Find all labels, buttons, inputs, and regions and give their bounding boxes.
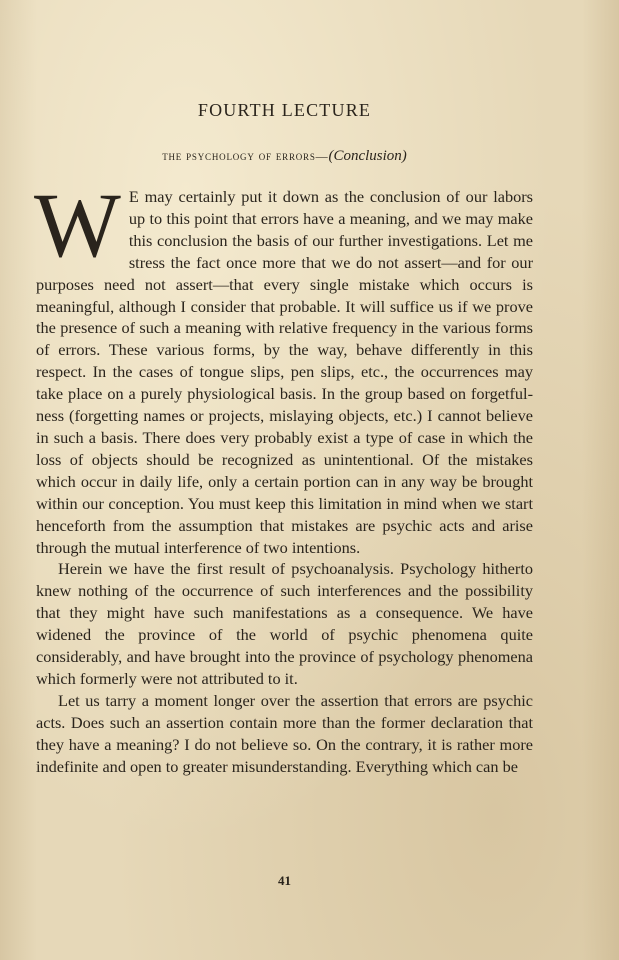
paragraph-3: Let us tarry a moment longer over the assertion that errors are psychic acts. Does such an assertion contain more than the former declaration that they have a meaning? I do not believe so. On the contrary, it is rather more indefinite and open to greater misunderstanding. Everything which can be <box>36 690 533 776</box>
paragraph-2: Herein we have the first result of psychoanalysis. Psychology hitherto knew nothing of the occurrence of such interferences and the possibility that they might have such manifestations as a consequence. We have widened the province of the world of psychic phenomena quite considerably, and have brought into the province of psychology phenomena which formerly were not attributed to it. <box>36 559 533 688</box>
book-page <box>36 0 533 960</box>
chapter-subtitle <box>36 148 533 165</box>
paragraph-1 <box>34 174 534 558</box>
body-text <box>34 174 534 777</box>
drop-cap: W <box>34 174 121 276</box>
first-word-rest: E <box>128 187 139 206</box>
lecture-title: FOURTH LECTURE <box>197 100 372 120</box>
subtitle-dash: — <box>315 149 329 163</box>
subtitle-caps: the psychology of errors <box>162 148 316 163</box>
paragraph-1-text: may certainly put it down as the conclusion of our labors up to this point that errors have a meaning, and we may make this conclusion the basis of our further investigations. Let me stress the fact once more that we do not assert—and for our purposes need not assert—that every single mistake which occurs is meaningful, although I consider that probable. It will suffice us if we prove the presence of such a meaning with relative frequency in the various forms of errors. These various forms, by the way, behave differently in this respect. In the cases of tongue slips, pen slips, etc., the occurrences may take place on a purely physiological basis. In the group based on forgetfulness (forgetting names or projects, mislaying objects, etc.) I cannot believe in such a basis. There does very probably exist a type of case in which the loss of objects should be recognized as unintentional. Of the mistakes which occur in daily life, only a certain portion can in any way be brought within our conception. You must keep this limitation in mind when we start henceforth from the assumption that mistakes are psychic acts and arise through the mutual interference of two intentions. <box>36 187 534 557</box>
subtitle-conclusion: (Conclusion) <box>328 148 407 164</box>
page-number: 41 <box>278 873 291 888</box>
